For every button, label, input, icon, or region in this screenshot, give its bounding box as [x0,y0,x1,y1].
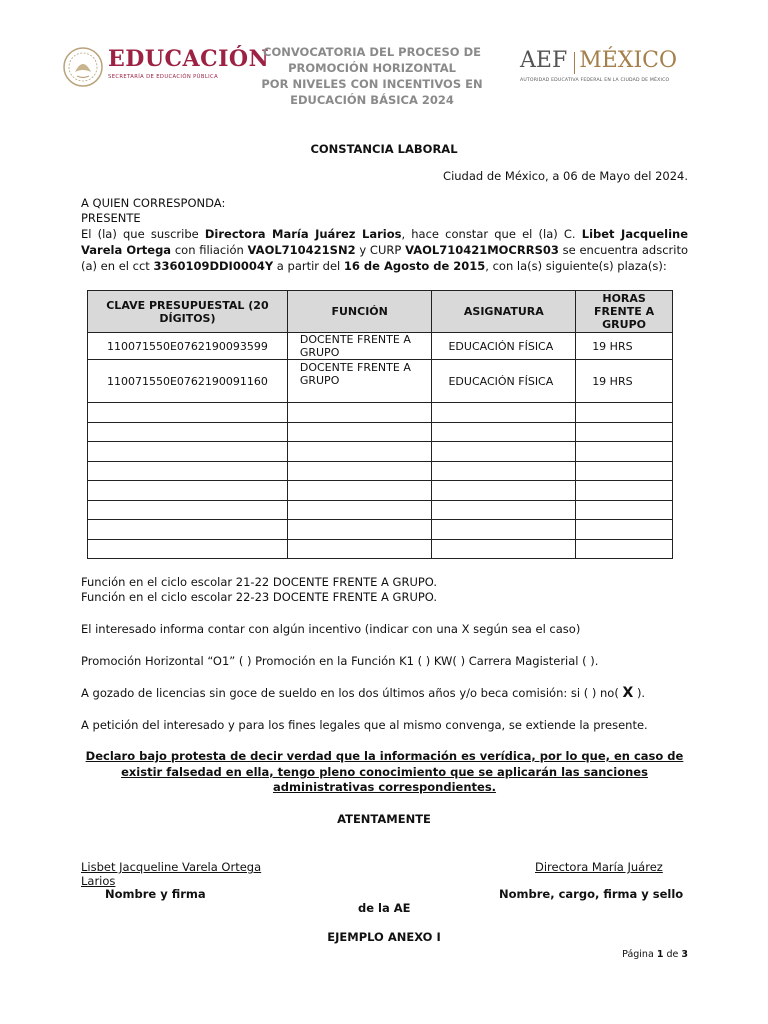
aef-logo [518,48,693,88]
empty-cell [432,520,576,540]
cell-asignatura: EDUCACIÓN FÍSICA [432,360,576,403]
mexican-seal-icon [62,46,104,88]
convocatoria-line: EDUCACIÓN BÁSICA 2024 [290,93,454,107]
empty-cell [432,461,576,481]
plazas-table [87,290,673,559]
date-line: Ciudad de México, a 06 de Mayo del 2024. [443,169,688,183]
intro-text: , con la(s) siguiente(s) plaza(s): [485,259,667,273]
empty-cell [432,403,576,423]
empty-table-row [88,500,673,520]
incentivo-line: El interesado informa contar con algún incentivo (indicar con una X según sea el caso) [81,622,581,636]
convocatoria-line: PROMOCIÓN HORIZONTAL [288,61,456,75]
empty-cell [287,539,432,559]
page-current: 1 [656,949,664,960]
empty-table-row [88,403,673,423]
convocatoria-line: POR NIVELES CON INCENTIVOS EN [261,77,483,91]
empty-cell [432,539,576,559]
empty-table-row [88,520,673,540]
convocatoria-heading [258,44,486,108]
empty-cell [287,442,432,462]
empty-cell [88,461,288,481]
empty-cell [88,403,288,423]
empty-cell [88,422,288,442]
director-signature-name: Directora María Juárez [535,860,663,874]
intro-text: y CURP [355,243,406,257]
aef-divider [574,52,575,74]
empty-cell [88,442,288,462]
empty-cell [576,422,673,442]
employee-signature-name-cont: Larios [81,874,116,888]
licencias-text: A gozado de licencias sin goce de sueldo en los dos últimos años y/o beca comisión: si ( ) no( [81,686,619,700]
page-total: 3 [681,949,688,960]
cell-funcion: DOCENTE FRENTE A GRUPO [287,360,432,403]
table-row [88,333,673,360]
cell-funcion: DOCENTE FRENTE A GRUPO [287,333,432,360]
signer-name: Directora María Juárez Larios [204,227,402,241]
header-horas: HORAS FRENTE A GRUPO [576,291,673,333]
salutation-line: A QUIEN CORRESPONDA: [81,196,226,210]
cell-horas: 19 HRS [576,360,673,403]
cct-value: 3360109DDI0004Y [153,259,274,273]
empty-cell [576,500,673,520]
start-date-value: 16 de Agosto de 2015 [343,259,486,273]
licencias-suffix: ). [636,686,646,700]
empty-cell [576,461,673,481]
empty-table-row [88,442,673,462]
empty-table-row [88,539,673,559]
employee-signature-label: Nombre y firma [105,887,206,901]
empty-cell [88,520,288,540]
promocion-line: Promoción Horizontal “O1” ( ) Promoción en la Función K1 ( ) KW( ) Carrera Magisterial ( ). [81,654,599,668]
intro-text: se encuentra adscrito (a) en el cct [81,243,688,273]
intro-text: a partir del [273,259,344,273]
peticion-line: A petición del interesado y para los fines legales que al mismo convenga, se extiende la presente. [81,718,648,732]
empty-table-row [88,422,673,442]
empty-cell [88,500,288,520]
aef-word: AEF [520,48,568,73]
cell-clave: 110071550E0762190093599 [88,333,288,360]
cell-clave: 110071550E0762190091160 [88,360,288,403]
empty-cell [576,539,673,559]
aef-subtitle: AUTORIDAD EDUCATIVA FEDERAL EN LA CIUDAD DE MÉXICO [520,78,670,83]
empty-cell [576,442,673,462]
empty-cell [287,422,432,442]
mexico-word: MÉXICO [579,48,678,73]
curp-value: VAOL710421MOCRRS03 [405,243,559,257]
empty-cell [287,461,432,481]
edu-subtitle: SECRETARÍA DE EDUCACIÓN PÚBLICA [108,74,219,80]
cell-horas: 19 HRS [576,333,673,360]
licencias-line [81,686,645,701]
header-clave: CLAVE PRESUPUESTAL (20 DÍGITOS) [88,291,288,333]
employee-name: Libet Jacqueline Varela Ortega [81,227,689,257]
declaration-statement: Declaro bajo protesta de decir verdad que la información es verídica, por lo que, en caso de existir falsedad en ella, tengo pleno conocimiento que se aplicarán las sanciones administrativas correspondientes. [85,749,684,794]
table-header-row [88,291,673,333]
edu-title: EDUCACIÓN [108,46,270,72]
intro-text: , hace constar que el (la) C. [401,227,582,241]
convocatoria-line: CONVOCATORIA DEL PROCESO DE [263,45,481,59]
aef-wordmark [520,48,677,73]
atentamente-label: ATENTAMENTE [337,812,431,826]
empty-cell [432,481,576,501]
empty-cell [287,520,432,540]
empty-table-row [88,461,673,481]
intro-text: con filiación [171,243,248,257]
filiacion-value: VAOL710421SN2 [247,243,356,257]
empty-cell [576,520,673,540]
page-word: Página [622,949,654,960]
header-funcion: FUNCIÓN [287,291,432,333]
empty-cell [287,500,432,520]
empty-cell [287,481,432,501]
funcion-ciclo-line: Función en el ciclo escolar 21-22 DOCENTE FRENTE A GRUPO. [81,575,438,589]
empty-cell [88,481,288,501]
no-checkmark: X [622,685,634,701]
empty-cell [432,500,576,520]
empty-cell [576,403,673,423]
empty-cell [287,403,432,423]
empty-cell [576,481,673,501]
employee-signature-name: Lisbet Jacqueline Varela Ortega [81,860,262,874]
empty-table-row [88,481,673,501]
salutation-line: PRESENTE [81,211,141,225]
intro-text: El (la) que suscribe [81,227,205,241]
empty-cell [432,422,576,442]
funcion-ciclo-line: Función en el ciclo escolar 22-23 DOCENTE FRENTE A GRUPO. [81,590,438,604]
header-asignatura: ASIGNATURA [432,291,576,333]
table-row [88,360,673,403]
empty-cell [432,442,576,462]
sep-logo [62,44,270,94]
director-signature-label-cont: de la AE [358,901,411,915]
document-title: CONSTANCIA LABORAL [310,142,458,156]
empty-cell [88,539,288,559]
cell-asignatura: EDUCACIÓN FÍSICA [432,333,576,360]
intro-paragraph [81,226,688,274]
page-number [622,947,688,962]
example-annex-label: EJEMPLO ANEXO I [327,930,441,944]
of-word: de [666,949,679,960]
director-signature-label: Nombre, cargo, firma y sello [499,887,684,901]
